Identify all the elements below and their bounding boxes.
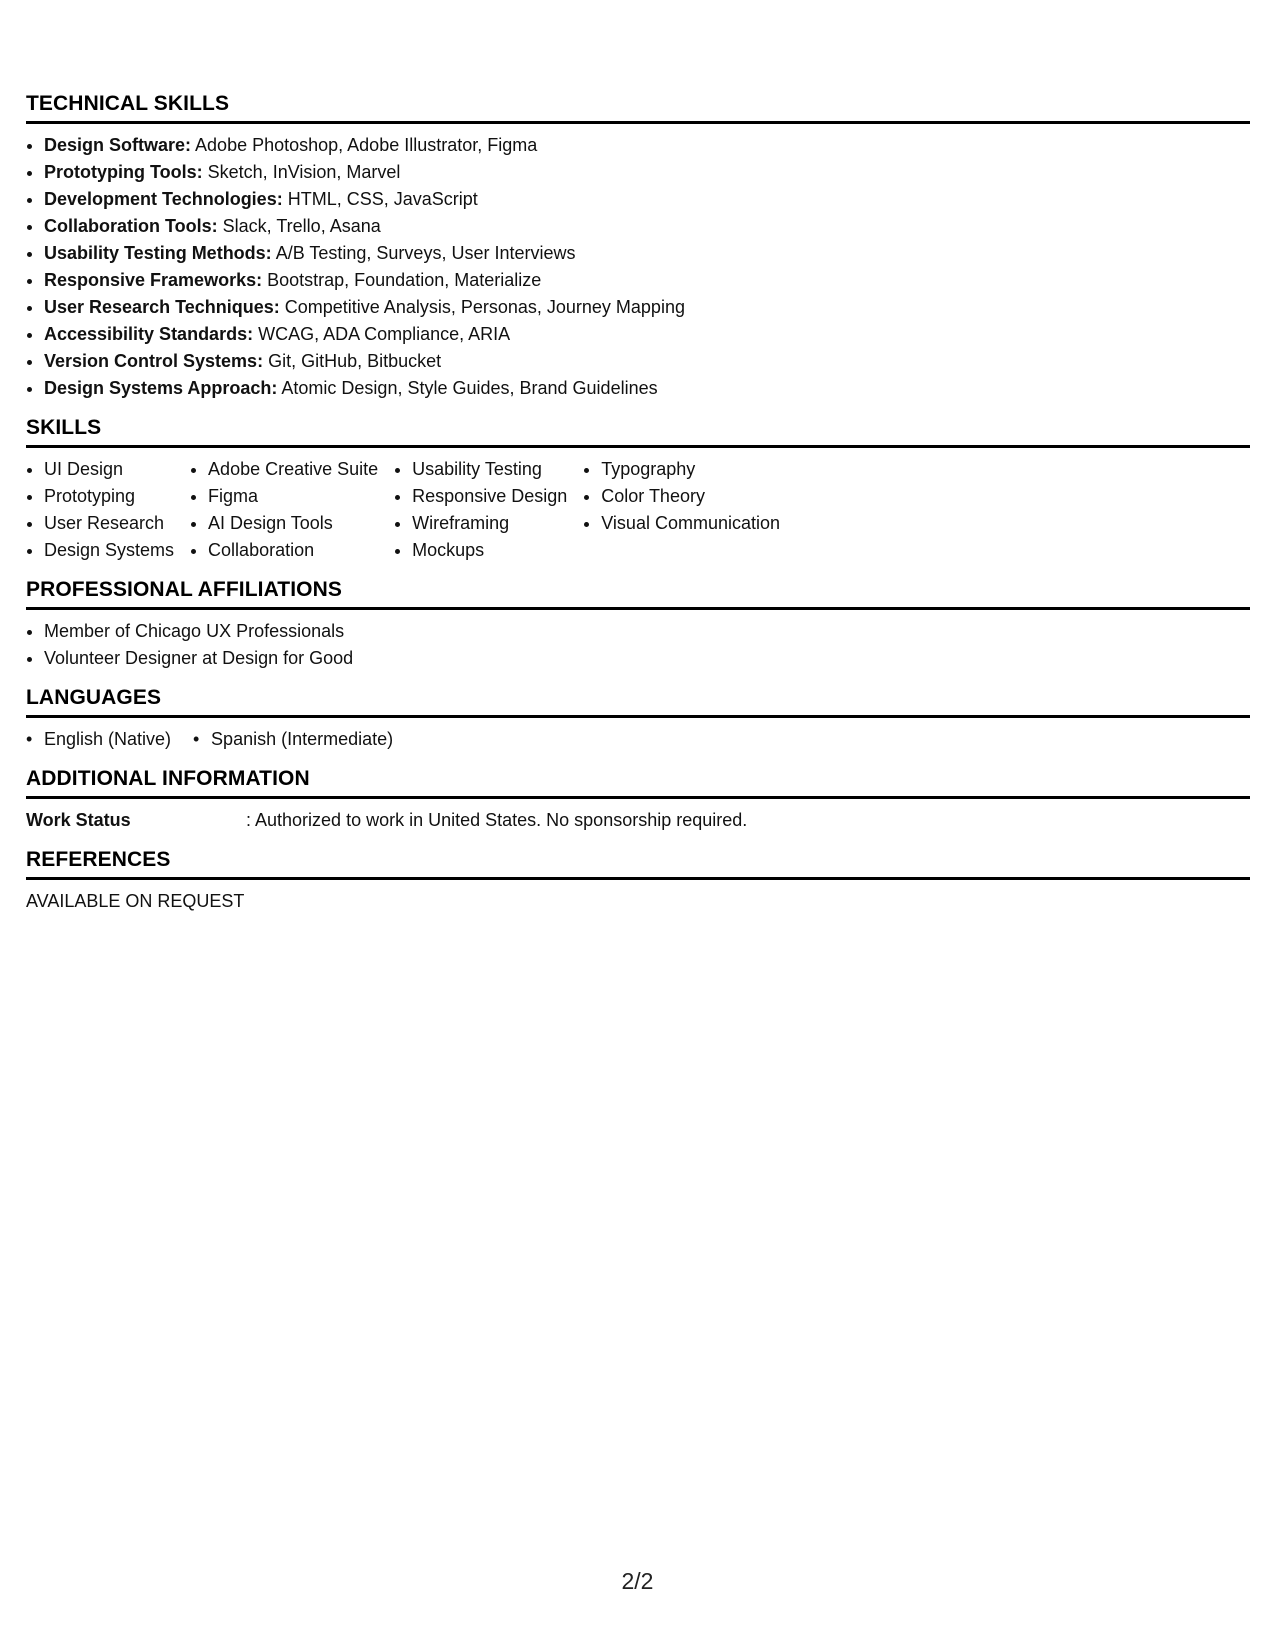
technical-skill-item [44,186,1250,213]
skill-category-label: Usability Testing Methods: [44,243,272,263]
skills-column [190,456,378,564]
section-title: PROFESSIONAL AFFILIATIONS [26,578,1250,610]
references-text: AVAILABLE ON REQUEST [26,891,245,911]
skill-category-label: Responsive Frameworks: [44,270,263,290]
resume-page [26,92,1250,929]
skill-category-value: HTML, CSS, JavaScript [282,189,478,209]
skill-category-value: A/B Testing, Surveys, User Interviews [271,243,576,263]
list-item: • Volunteer Designer at Design for Good [44,645,1250,672]
skills-column [26,456,174,564]
technical-skill-item [44,348,1250,375]
skill-item: • UI Design [44,456,174,483]
skill-item: • Visual Communication [601,510,780,537]
affiliations-list [26,618,1250,672]
skill-category-label: Design Software: [44,135,192,155]
technical-skill-item [44,321,1250,348]
skill-item: • User Research [44,510,174,537]
affiliations-section [26,578,1250,672]
references-section [26,848,1250,915]
work-status-value: : Authorized to work in United States. No sponsorship required. [246,810,748,830]
skill-category-label: Accessibility Standards: [44,324,254,344]
work-status-label: Work Status [26,810,131,830]
skill-item: • Prototyping [44,483,174,510]
skills-column [583,456,780,564]
technical-skills-list [26,132,1250,402]
technical-skill-item [44,267,1250,294]
skill-category-label: Prototyping Tools: [44,162,203,182]
technical-skill-item [44,240,1250,267]
skill-category-value: Adobe Photoshop, Adobe Illustrator, Figma [191,135,538,155]
skill-category-value: Sketch, InVision, Marvel [202,162,401,182]
skill-item: • Color Theory [601,483,780,510]
section-title: SKILLS [26,416,1250,448]
skill-category-label: Collaboration Tools: [44,216,218,236]
skill-item: • AI Design Tools [208,510,378,537]
list-item: • English (Native) [26,726,171,753]
skill-item: • Collaboration [208,537,378,564]
page-number: 2/2 [621,1568,654,1594]
languages-list [26,726,1250,753]
technical-skill-item [44,132,1250,159]
section-title: TECHNICAL SKILLS [26,92,1250,124]
skill-item: • Responsive Design [412,483,567,510]
technical-skill-item [44,294,1250,321]
languages-section [26,686,1250,753]
skills-column [394,456,567,564]
skill-category-label: Design Systems Approach: [44,378,278,398]
technical-skill-item [44,159,1250,186]
skill-item: • Usability Testing [412,456,567,483]
section-title: ADDITIONAL INFORMATION [26,767,1250,799]
skills-columns [26,456,1250,564]
list-item: • Spanish (Intermediate) [193,726,393,753]
skill-item: • Mockups [412,537,567,564]
skill-category-value: Atomic Design, Style Guides, Brand Guidelines [277,378,658,398]
skill-item: • Design Systems [44,537,174,564]
skill-category-label: User Research Techniques: [44,297,280,317]
additional-information-section [26,767,1250,834]
skill-item: • Typography [601,456,780,483]
skill-category-label: Development Technologies: [44,189,283,209]
skills-section [26,416,1250,564]
skill-category-value: Git, GitHub, Bitbucket [263,351,442,371]
section-title: REFERENCES [26,848,1250,880]
technical-skill-item [44,375,1250,402]
technical-skills-section [26,92,1250,402]
skill-category-label: Version Control Systems: [44,351,264,371]
skill-category-value: Bootstrap, Foundation, Materialize [262,270,542,290]
skill-category-value: WCAG, ADA Compliance, ARIA [253,324,511,344]
skill-category-value: Competitive Analysis, Personas, Journey Mapping [279,297,685,317]
list-item: • Member of Chicago UX Professionals [44,618,1250,645]
skill-item: • Adobe Creative Suite [208,456,378,483]
technical-skill-item [44,213,1250,240]
skill-item: • Figma [208,483,378,510]
skill-category-value: Slack, Trello, Asana [217,216,381,236]
work-status-row [26,807,1250,834]
section-title: LANGUAGES [26,686,1250,718]
skill-item: • Wireframing [412,510,567,537]
